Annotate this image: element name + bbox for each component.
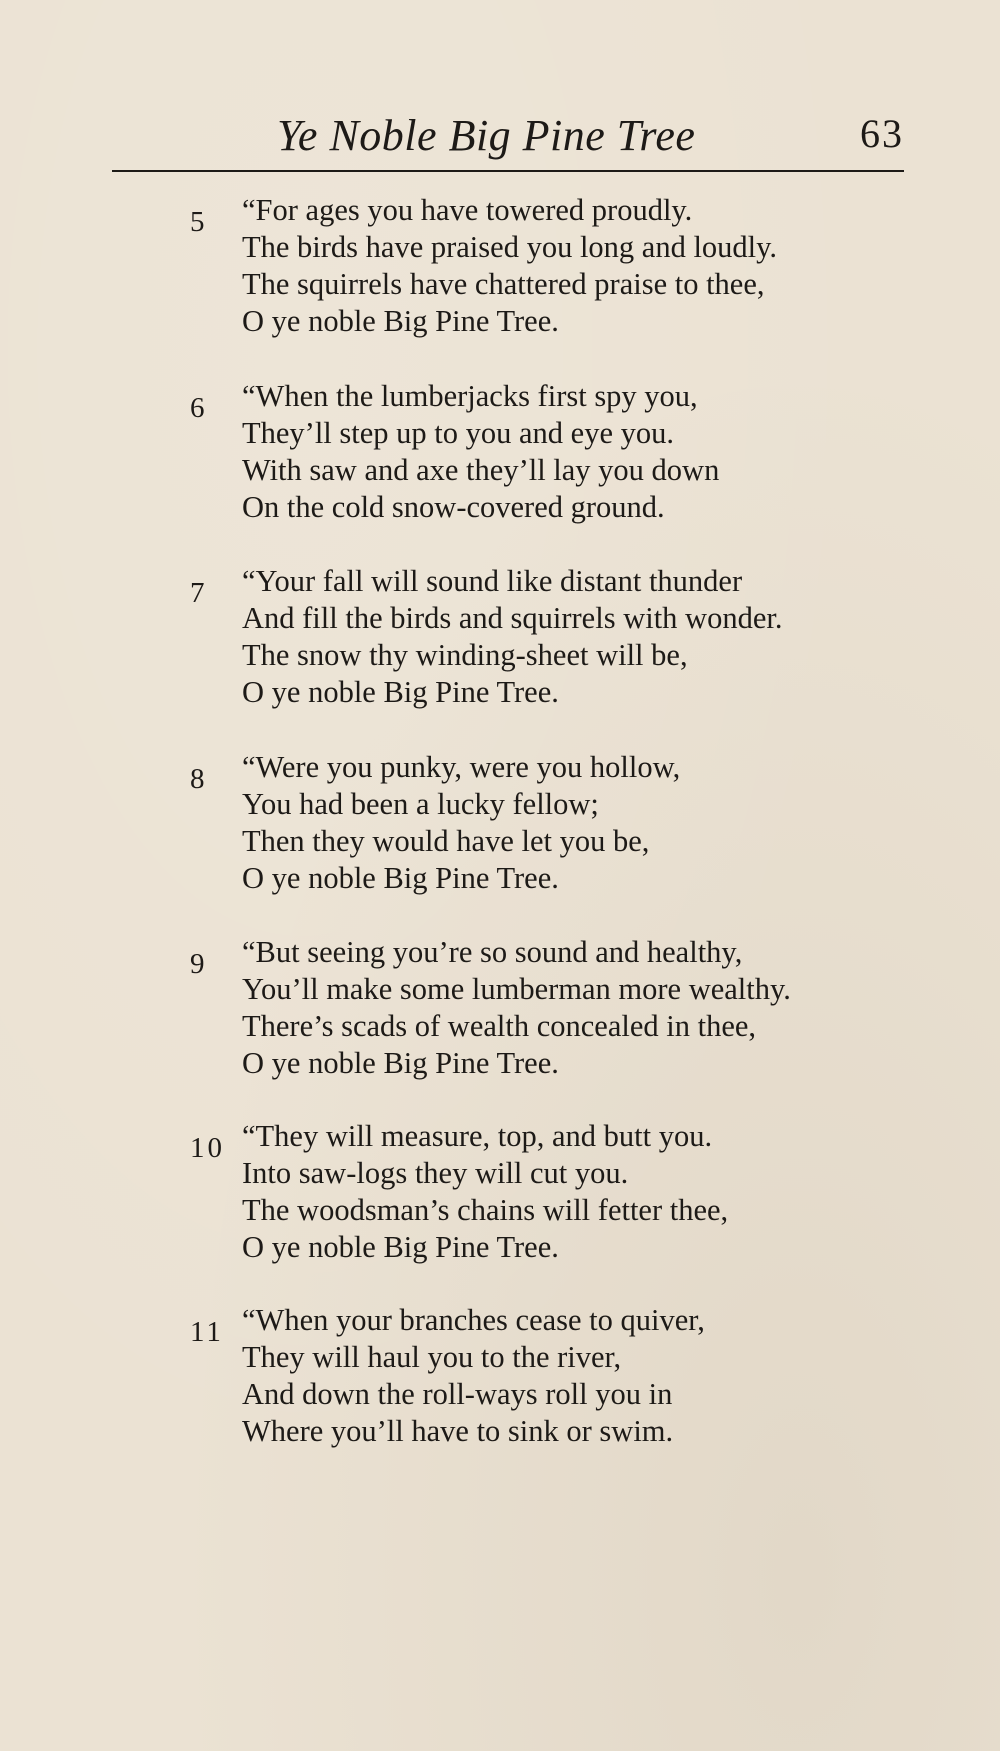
verse-line: And fill the birds and squirrels with wonder. [242,601,783,635]
stanza-lines [242,563,942,711]
verse-line: With saw and axe they’ll lay you down [242,453,720,487]
verse-line: They will haul you to the river, [242,1340,622,1374]
verse-line: O ye noble Big Pine Tree. [242,861,559,895]
stanza-lines [242,1302,942,1450]
verse-line: They’ll step up to you and eye you. [242,416,674,450]
stanza-number: 11 [190,1316,224,1348]
verse-line: And down the roll-ways roll you in [242,1377,673,1411]
verse-line: O ye noble Big Pine Tree. [242,1230,559,1264]
verse-line: The snow thy winding-sheet will be, [242,638,688,672]
stanza-number: 8 [190,763,208,795]
verse-line: Where you’ll have to sink or swim. [242,1414,674,1448]
page-number: 63 [860,111,904,156]
verse-line: On the cold snow-covered ground. [242,490,665,524]
stanza-lines [242,934,942,1082]
verse-line: O ye noble Big Pine Tree. [242,675,559,709]
verse-line: The squirrels have chattered praise to thee, [242,267,765,301]
verse-line: You had been a lucky fellow; [242,787,599,821]
stanza-lines [242,378,942,526]
verse-line: Then they would have let you be, [242,824,650,858]
verse-line: “They will measure, top, and butt you. [242,1119,713,1153]
stanza-number: 10 [190,1132,225,1164]
verse-line: “For ages you have towered proudly. [242,193,693,227]
running-head [112,102,904,172]
verse-line: “Were you punky, were you hollow, [242,750,681,784]
page-title: Ye Noble Big Pine Tree [277,111,696,160]
verse-line: O ye noble Big Pine Tree. [242,1046,559,1080]
verse-line: “But seeing you’re so sound and healthy, [242,935,743,969]
verse-line: There’s scads of wealth concealed in thee, [242,1009,757,1043]
verse-line: “When the lumberjacks first spy you, [242,379,698,413]
stanza-number: 6 [190,392,208,424]
verse-line: “Your fall will sound like distant thunder [242,564,743,598]
stanza-number: 9 [190,948,208,980]
verse-line: The birds have praised you long and loudly. [242,230,778,264]
stanza-lines [242,1118,942,1266]
verse-line: Into saw-logs they will cut you. [242,1156,629,1190]
verse-line: “When your branches cease to quiver, [242,1303,705,1337]
stanza-number: 5 [190,206,208,238]
verse-line: The woodsman’s chains will fetter thee, [242,1193,729,1227]
verse-line: O ye noble Big Pine Tree. [242,304,559,338]
header-rule [112,170,904,172]
verse-line: You’ll make some lumberman more wealthy. [242,972,791,1006]
stanza-number: 7 [190,577,208,609]
stanza-lines [242,192,942,340]
stanza-lines [242,749,942,897]
